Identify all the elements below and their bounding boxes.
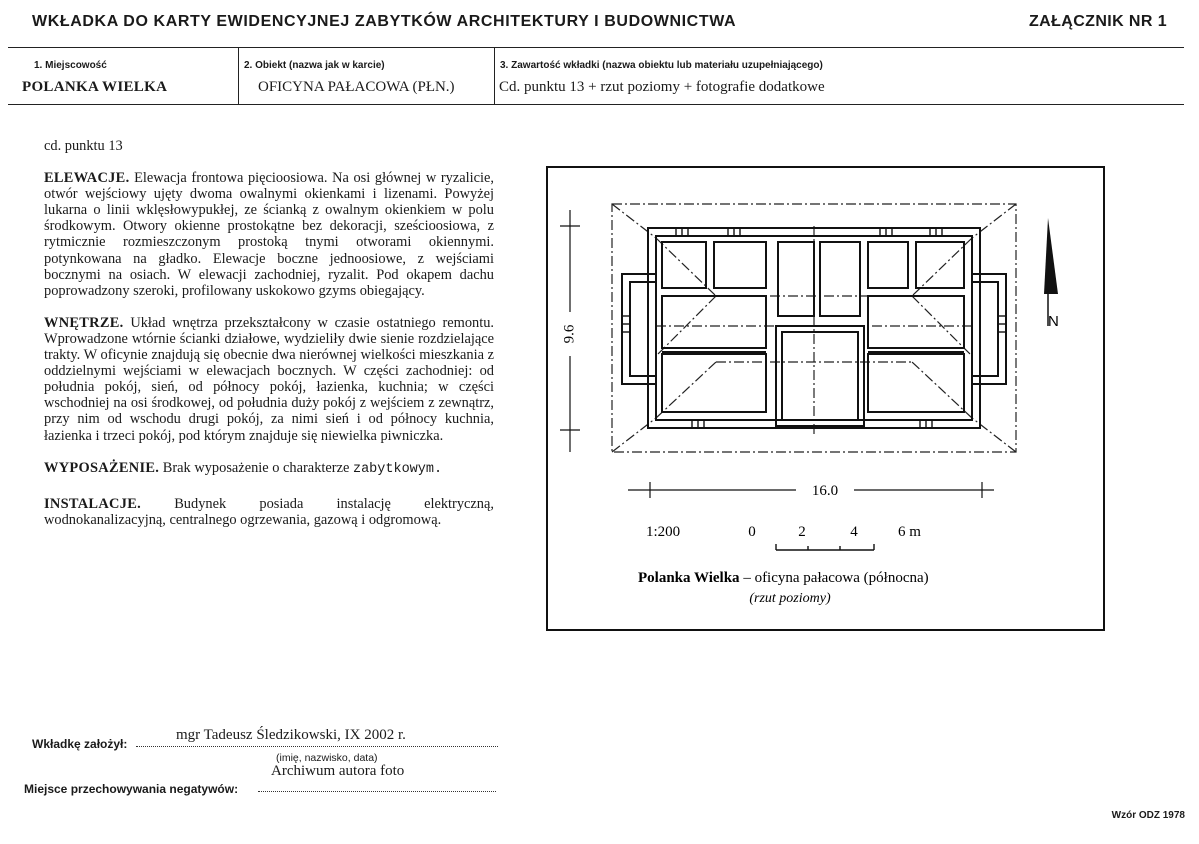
column-divider: [238, 47, 239, 105]
scale-ratio: 1:200: [646, 524, 681, 540]
author-label: Wkładkę założył:: [32, 737, 128, 751]
section-heading: WNĘTRZE.: [44, 314, 124, 331]
section-wnetrze: [44, 315, 494, 444]
section-text-typed: zabytkowym.: [352, 461, 443, 477]
section-text: Układ wnętrza przekształcony w czasie ostatniego remontu. Wprowadzone wtórnie ścianki działowe, wydzieliły dwie sienie rozdzielające trakty. W oficynie znajdują się obecnie dwa nierównej wielkości mieszkania z oddzielnymi wejściami w elewacjach bocznych. W części zachodniej: od południa pokój, sień, od północy pokój, łazienka, kuchnia; w części wschodniej na osi środkowej, od południa duży pokój z wejściem z zewnątrz, przy nim od wschodu drugi pokój, za nimi sień i od północy kuchnia, łazienka i trzeci pokój, pod którym znajduje się niewielka piwniczka.: [44, 314, 494, 444]
form-title: WKŁADKA DO KARTY EWIDENCYJNEJ ZABYTKÓW ARCHITEKTURY I BUDOWNICTWA: [32, 13, 737, 30]
table-top-rule: [8, 47, 1184, 48]
body-text: [44, 138, 494, 528]
field-value-contents: Cd. punktu 13 + rzut poziomy + fotografie dodatkowe: [499, 79, 825, 95]
caption-place: Polanka Wielka: [638, 570, 740, 586]
field-label-contents: 3. Zawartość wkładki (nazwa obiektu lub materiału uzupełniającego): [500, 60, 823, 71]
field-label-locality: 1. Miejscowość: [34, 60, 107, 71]
section-text: Brak wyposażenie o charakterze: [162, 459, 350, 476]
field-label-object: 2. Obiekt (nazwa jak w karcie): [244, 60, 385, 71]
storage-dotted-line: [258, 791, 496, 792]
form-code: Wzór ODZ 1978: [1111, 810, 1185, 821]
section-text: Budynek posiada instalację elektryczną, wodnokanalizacyjną, centralnego ogrzewania, gazową i odgromową.: [44, 495, 494, 528]
scale-tick-4: 4: [850, 524, 858, 540]
author-dotted-line: [136, 746, 498, 747]
section-heading: WYPOSAŻENIE.: [44, 459, 160, 476]
dimension-horizontal-label: 16.0: [811, 483, 839, 499]
field-value-object: OFICYNA PAŁACOWA (PŁN.): [258, 79, 455, 95]
floor-plan-drawing: [546, 166, 1105, 631]
north-label: N: [1048, 313, 1059, 330]
scale-tick-6: 6 m: [898, 524, 921, 540]
caption-rest: – oficyna pałacowa (północna): [739, 570, 929, 586]
drawing-caption: [638, 570, 929, 586]
scale-bar: [776, 544, 874, 550]
section-wyposazenie: [44, 460, 494, 478]
section-elewacje: [44, 170, 494, 299]
north-arrow-icon: [1044, 218, 1058, 326]
annex-number: ZAŁĄCZNIK NR 1: [1028, 13, 1167, 30]
field-value-locality: POLANKA WIELKA: [22, 79, 168, 95]
author-hint: (imię, nazwisko, data): [276, 752, 378, 764]
scale-tick-2: 2: [798, 524, 806, 540]
section-text: Elewacja frontowa pięcioosiowa. Na osi głównej w ryzalicie, otwór wejściowy ujęty dwoma owalnymi okienkami i lizenami. Powyżej lukarna o linii wklęsłowypukłej, ze ścianką z owalnym okienkiem w polu środkowym. Otwory okienne prostokątne bez dekoracji, sześcioosiowa, z rytmicznie rozmieszczonym prostoką tnymi otworami okiennymi. potynkowana na gładko. Elewacje boczne jednoosiowe, z wejściami bocznymi na osiach. W elewacji zachodniej, ryzalit. Pod okapem dachu poprowadzony szeroki, profilowany uskokowo gzyms obiegający.: [44, 170, 494, 299]
dimension-vertical-label: 9.6: [561, 324, 578, 344]
archive-value: Archiwum autora foto: [271, 763, 405, 779]
drawing-subcaption: (rzut poziomy): [749, 591, 831, 606]
storage-label: Miejsce przechowywania negatywów:: [24, 782, 239, 796]
author-value: mgr Tadeusz Śledzikowski, IX 2002 r.: [176, 727, 406, 743]
intro-line: cd. punktu 13: [44, 138, 123, 154]
column-divider: [494, 47, 495, 105]
table-bottom-rule: [8, 104, 1184, 105]
section-heading: INSTALACJE.: [44, 495, 141, 512]
section-instalacje: [44, 496, 494, 528]
scale-tick-0: 0: [748, 524, 756, 540]
section-heading: ELEWACJE.: [44, 170, 130, 187]
